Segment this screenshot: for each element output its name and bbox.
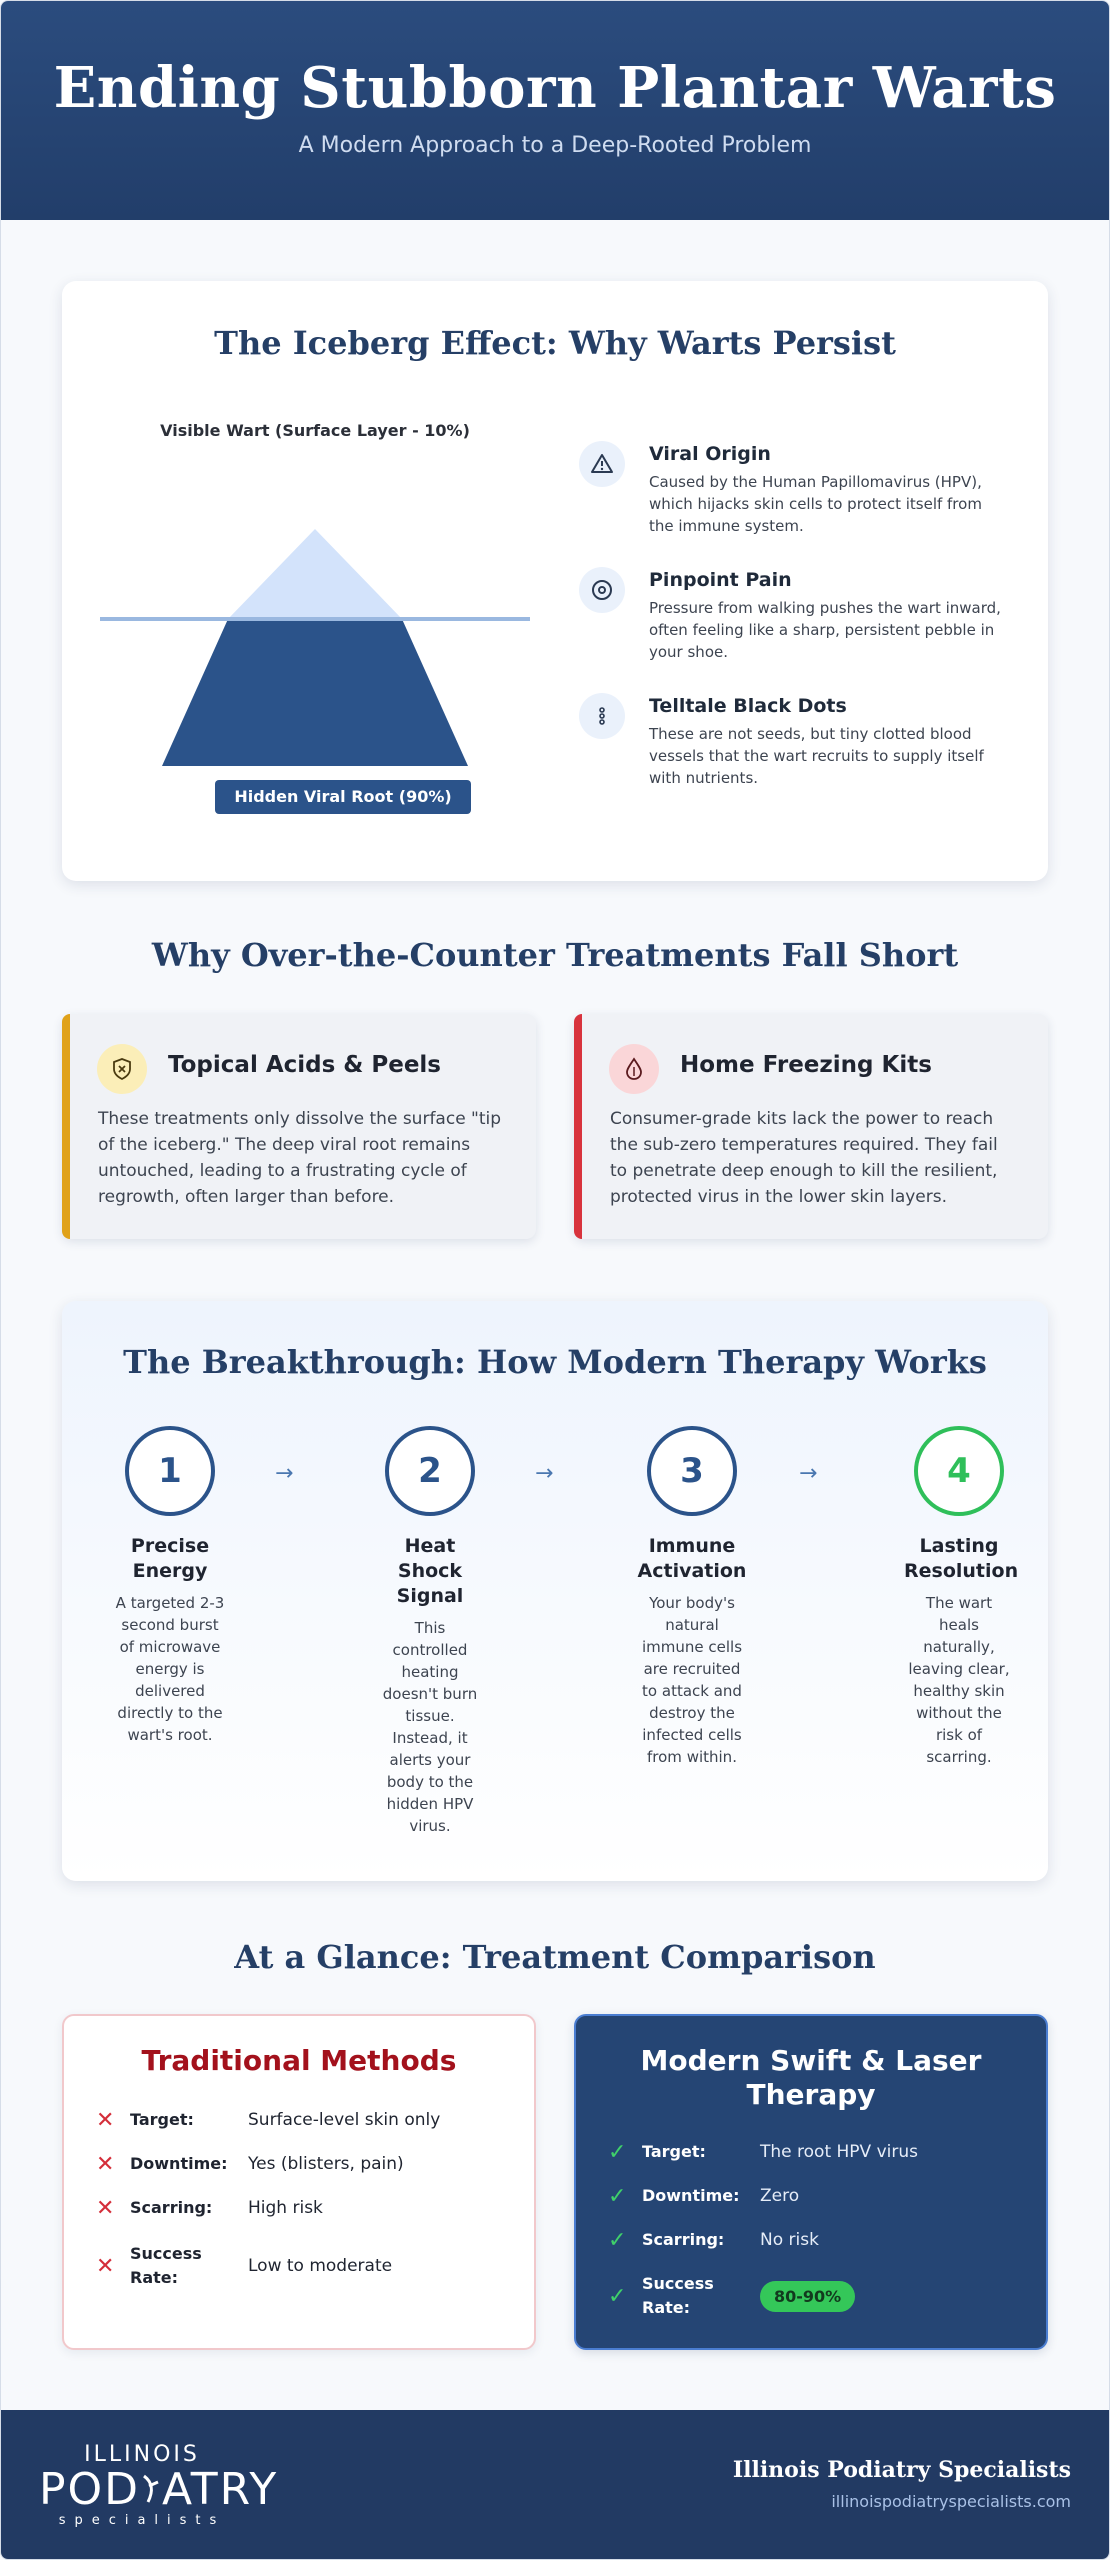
check-icon: ✓ xyxy=(608,2139,627,2165)
row-label: Target: xyxy=(642,2142,706,2161)
step-desc: Your body's natural immune cells are recruited to attack and destroy the infected cells from within. xyxy=(641,1594,743,1766)
step-3 xyxy=(617,1426,767,1768)
step-title: Lasting Resolution xyxy=(904,1535,1019,1582)
otc-card-desc: These treatments only dissolve the surface "tip of the iceberg." The deep viral root remains untouched, leading to a frustrating cycle of regrowth, often larger than before. xyxy=(98,1109,502,1207)
card-title: Modern Swift & Laser Therapy xyxy=(640,2044,982,2111)
x-icon: ✕ xyxy=(96,2253,115,2279)
otc-card-freezing-kits xyxy=(574,1014,1048,1239)
x-icon: ✕ xyxy=(96,2107,115,2133)
accent-bar xyxy=(574,1014,582,1239)
otc-title: Why Over-the-Counter Treatments Fall Short xyxy=(151,936,959,974)
check-icon: ✓ xyxy=(608,2183,627,2209)
breakthrough-section xyxy=(62,1301,1048,1881)
warning-triangle-icon xyxy=(579,441,625,487)
breakthrough-title: The Breakthrough: How Modern Therapy Works xyxy=(123,1343,987,1381)
feature-title: Viral Origin xyxy=(649,443,771,465)
row-value: Surface-level skin only xyxy=(248,2110,441,2130)
step-desc: This controlled heating doesn't burn tissue. Instead, it alerts your body to the hidden HPV virus. xyxy=(382,1619,478,1835)
logo-main-end: ATRY xyxy=(162,2464,279,2515)
step-title: Heat Shock Signal xyxy=(396,1535,464,1607)
check-icon: ✓ xyxy=(608,2227,627,2253)
droplet-icon xyxy=(609,1044,659,1094)
row-value: Yes (blisters, pain) xyxy=(248,2154,404,2174)
page-title: Ending Stubborn Plantar Warts xyxy=(53,55,1057,121)
logo-bottom-text: specialists xyxy=(58,2513,226,2528)
comparison-title: At a Glance: Treatment Comparison xyxy=(234,1938,876,1976)
row-value: Low to moderate xyxy=(248,2256,393,2276)
brand-logo xyxy=(39,2442,278,2528)
hidden-root-label: Hidden Viral Root (90%) xyxy=(215,780,471,814)
otc-card-title: Topical Acids & Peels xyxy=(168,1052,442,1078)
step-1 xyxy=(95,1426,245,1746)
row-label: Scarring: xyxy=(642,2230,725,2249)
comparison-row xyxy=(608,2176,1028,2216)
feature-title: Telltale Black Dots xyxy=(649,695,847,717)
step-number: 3 xyxy=(647,1426,737,1516)
iceberg-section xyxy=(62,281,1048,881)
step-desc: The wart heals naturally, leaving clear, healthy skin without the risk of scarring. xyxy=(908,1594,1010,1766)
practice-url[interactable]: illinoispodiatryspecialists.com xyxy=(831,2492,1071,2511)
otc-card-topical-acids xyxy=(62,1014,536,1239)
foot-mark-icon xyxy=(140,2472,162,2506)
arrow-right-icon: → xyxy=(275,1461,294,1486)
iceberg-root xyxy=(162,619,468,766)
row-label: Downtime: xyxy=(130,2154,228,2173)
check-icon: ✓ xyxy=(608,2283,627,2309)
target-icon xyxy=(579,567,625,613)
success-rate-badge: 80-90% xyxy=(760,2281,855,2312)
accent-bar xyxy=(62,1014,70,1239)
step-number: 2 xyxy=(385,1426,475,1516)
feature-title: Pinpoint Pain xyxy=(649,569,792,591)
iceberg-title: The Iceberg Effect: Why Warts Persist xyxy=(214,324,896,362)
comparison-row xyxy=(608,2268,1028,2324)
comparison-row xyxy=(96,2238,516,2294)
logo-top-text: ILLINOIS xyxy=(84,2442,200,2467)
row-label: Downtime: xyxy=(642,2186,740,2205)
step-number: 1 xyxy=(125,1426,215,1516)
comparison-row xyxy=(608,2132,1028,2172)
comparison-row xyxy=(608,2220,1028,2260)
logo-main-text xyxy=(39,2464,279,2515)
page-header xyxy=(1,1,1109,220)
step-title: Precise Energy xyxy=(130,1535,210,1582)
feature-desc: These are not seeds, but tiny clotted blood vessels that the wart recruits to supply itself with nutrients. xyxy=(649,725,984,787)
row-label: Success Rate: xyxy=(642,2274,714,2317)
page-subtitle: A Modern Approach to a Deep-Rooted Problem xyxy=(298,133,812,158)
visible-wart-label: Visible Wart (Surface Layer - 10%) xyxy=(160,421,470,440)
row-label: Scarring: xyxy=(130,2198,213,2217)
feature-desc: Caused by the Human Papillomavirus (HPV), which hijacks skin cells to protect itself from the immune system. xyxy=(649,473,982,535)
feature-black-dots xyxy=(579,693,1009,819)
step-title: Immune Activation xyxy=(637,1535,747,1582)
feature-desc: Pressure from walking pushes the wart inward, often feeling like a sharp, persistent pebble in your shoe. xyxy=(649,599,1001,661)
row-label: Target: xyxy=(130,2110,194,2129)
iceberg-illustration xyxy=(100,421,530,771)
iceberg-graphic xyxy=(100,421,530,821)
step-4 xyxy=(884,1426,1034,1768)
modern-therapy-card xyxy=(574,2014,1048,2350)
otc-card-title: Home Freezing Kits xyxy=(680,1052,932,1078)
row-label: Success Rate: xyxy=(130,2244,202,2287)
step-number: 4 xyxy=(914,1426,1004,1516)
logo-main-start: POD xyxy=(39,2464,141,2515)
practice-name: Illinois Podiatry Specialists xyxy=(732,2457,1071,2483)
feature-pinpoint-pain xyxy=(579,567,1009,693)
row-value: Zero xyxy=(760,2186,800,2206)
row-value: High risk xyxy=(248,2198,323,2218)
step-2 xyxy=(355,1426,505,1837)
comparison-row xyxy=(96,2144,516,2184)
comparison-row xyxy=(96,2100,516,2140)
shield-x-icon xyxy=(97,1044,147,1094)
feature-viral-origin xyxy=(579,441,1009,567)
card-title: Traditional Methods xyxy=(141,2044,457,2077)
row-value: The root HPV virus xyxy=(760,2142,918,2162)
iceberg-features xyxy=(579,441,1009,819)
iceberg-tip xyxy=(228,529,402,619)
page-footer xyxy=(1,2410,1109,2560)
otc-card-desc: Consumer-grade kits lack the power to reach the sub-zero temperatures required. They fail to penetrate deep enough to kill the resilient, protected virus in the lower skin layers. xyxy=(610,1109,998,1207)
x-icon: ✕ xyxy=(96,2151,115,2177)
dots-vertical-icon xyxy=(579,693,625,739)
comparison-row xyxy=(96,2188,516,2228)
row-value: No risk xyxy=(760,2230,819,2250)
x-icon: ✕ xyxy=(96,2195,115,2221)
traditional-methods-card xyxy=(62,2014,536,2350)
step-desc: A targeted 2-3 second burst of microwave energy is delivered directly to the wart's root. xyxy=(115,1594,225,1744)
arrow-right-icon: → xyxy=(799,1461,818,1486)
arrow-right-icon: → xyxy=(535,1461,554,1486)
